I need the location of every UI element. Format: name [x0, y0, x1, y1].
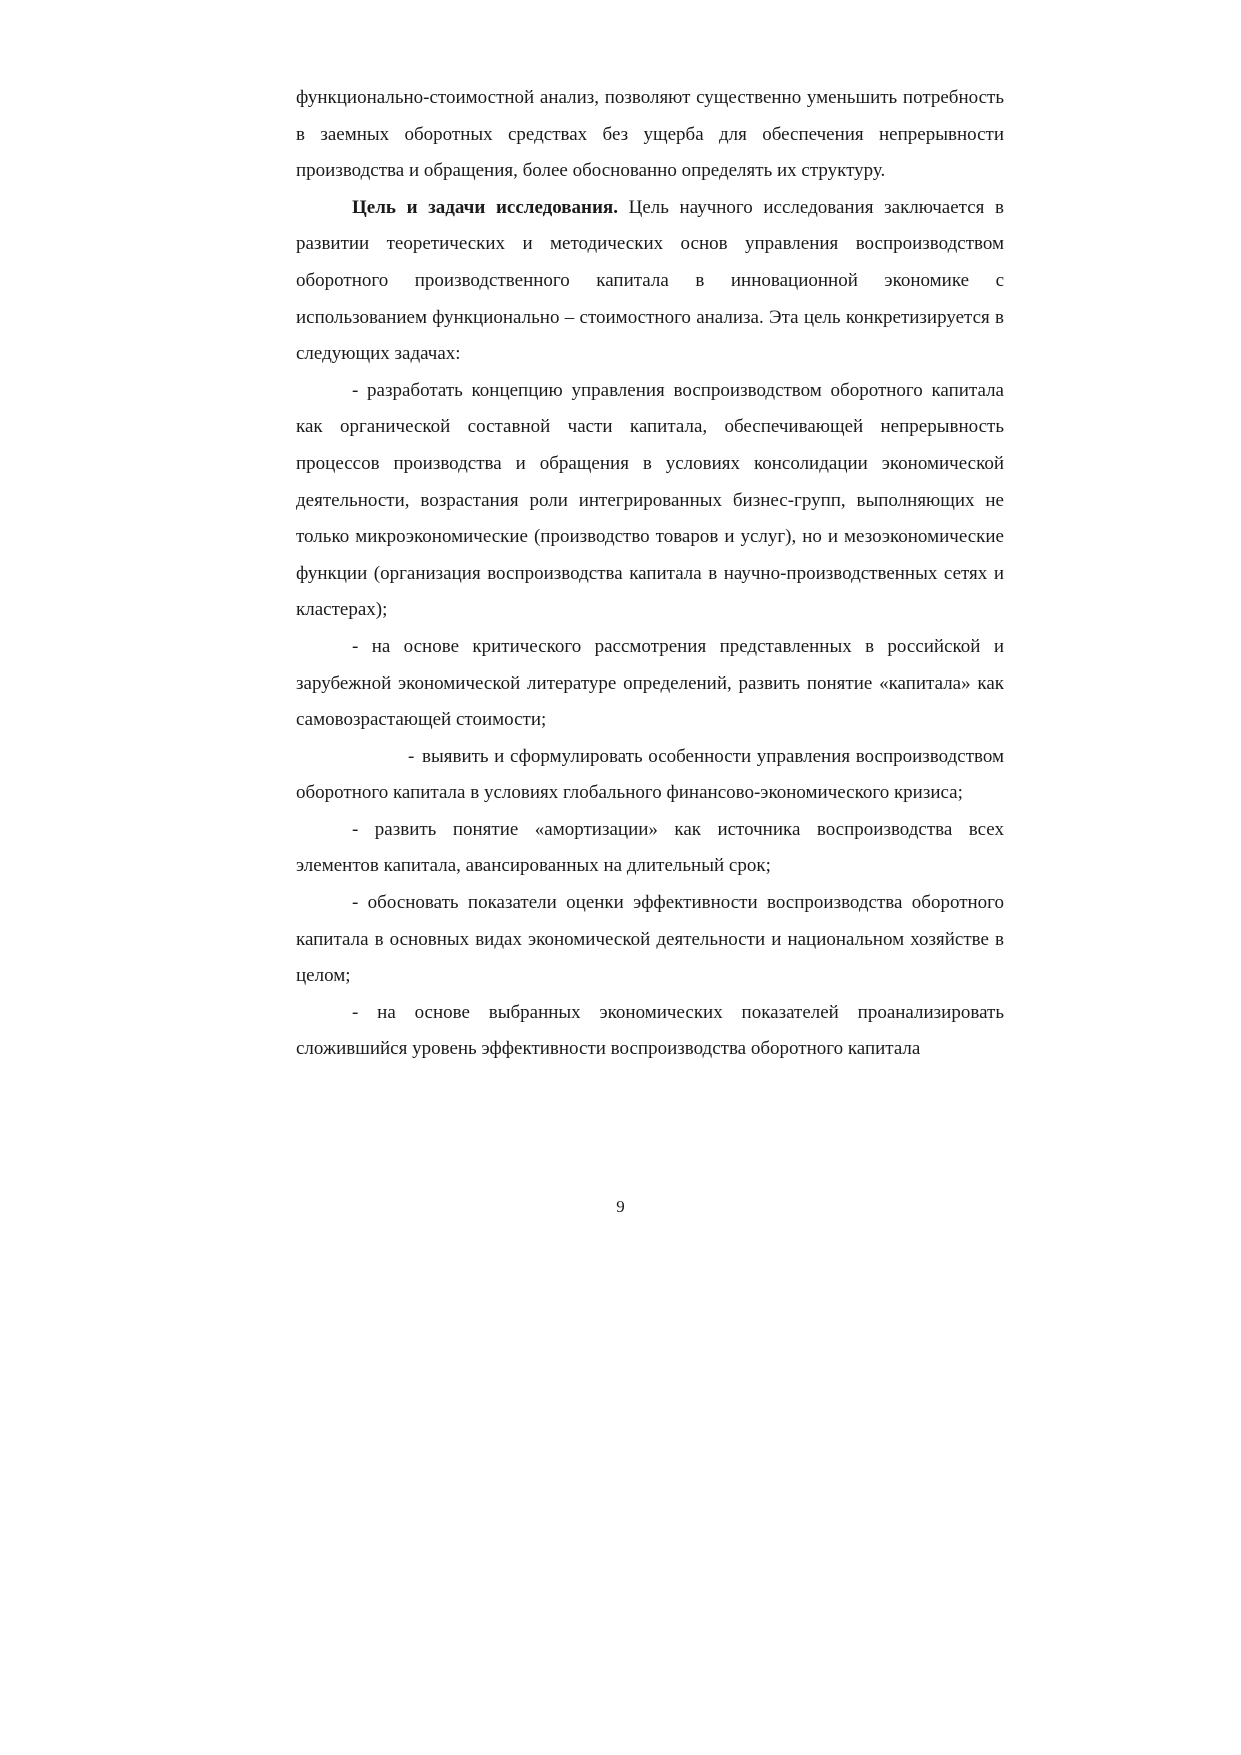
intro-paragraph: функционально-стоимостной анализ, позволяют существенно уменьшить потребность в заемных оборотных средствах без ущерба для обеспечения непрерывности производства и обращения, более обоснованно определять их структуру.: [296, 87, 1004, 182]
task-item-3-dash: -: [408, 745, 415, 767]
task-item-1: - разработать концепцию управления воспроизводством оборотного капитала как органической составной части капитала, обеспечивающей непрерывность процессов производства и обращения в условиях консолидации экономической деятельности, возрастания роли интегрированных бизнес-групп, выполняющих не только микроэкономические (производство товаров и услуг), но и мезоэкономические функции (организация воспроизводства капитала в научно-производственных сетях и кластерах);: [296, 379, 1004, 621]
page-number: 9: [616, 1197, 625, 1216]
goal-heading: Цель и задачи исследования.: [352, 196, 618, 218]
task-item-2: - на основе критического рассмотрения представленных в российской и зарубежной экономической литературе определений, развить понятие «капитала» как самовозрастающей стоимости;: [296, 635, 1004, 731]
task-item-3: [296, 739, 1004, 812]
goal-text: Цель научного исследования заключается в развитии теоретических и методических основ управления воспроизводством оборотного производственного капитала в инновационной экономике с использованием функционально – стоимостного анализа. Эта цель конкретизируется в следующих задачах:: [296, 196, 1005, 365]
document-page: [296, 80, 1004, 1068]
task-item-3-text: выявить и сформулировать особенности управления воспроизводством оборотного капитала в условиях глобального финансово-экономического кризиса;: [296, 745, 1004, 804]
task-item-6: - на основе выбранных экономических показателей проанализировать сложившийся уровень эффективности воспроизводства оборотного капитала: [296, 1001, 1004, 1060]
goal-paragraph: [296, 190, 1004, 373]
task-item-4: - развить понятие «амортизации» как источника воспроизводства всех элементов капитала, авансированных на длительный срок;: [296, 818, 1004, 877]
task-item-5: - обосновать показатели оценки эффективности воспроизводства оборотного капитала в основных видах экономической деятельности и национальном хозяйстве в целом;: [296, 892, 1004, 987]
